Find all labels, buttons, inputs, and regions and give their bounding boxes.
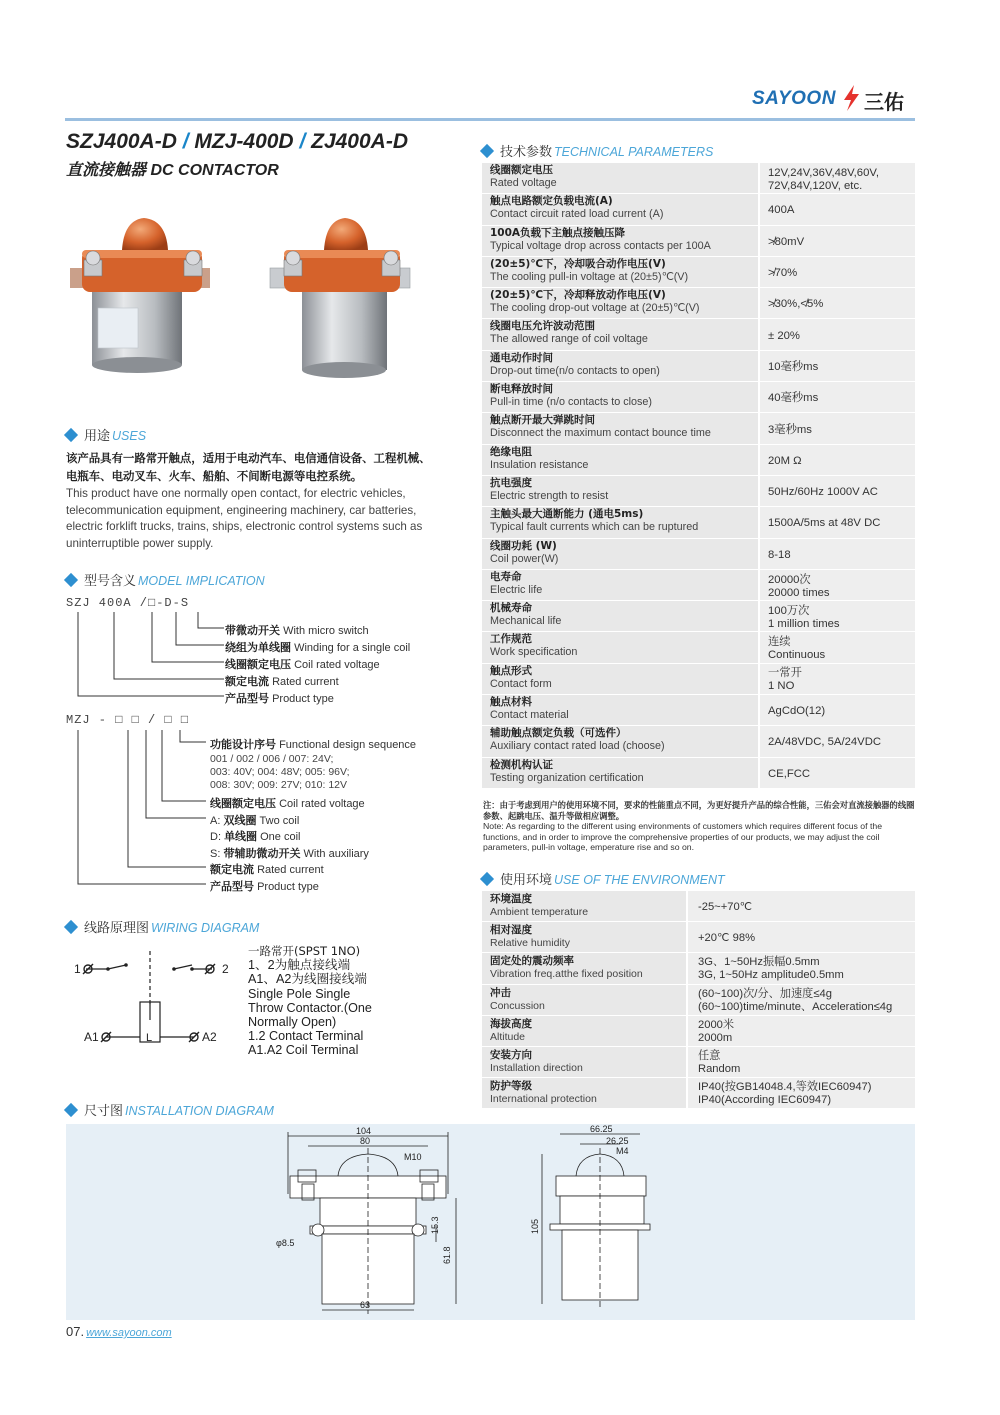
tech-row (482, 539, 915, 570)
param-value-line: 连续 (768, 636, 791, 649)
param-name-cn: 环境温度 (490, 893, 532, 905)
tech-row (482, 664, 915, 695)
param-name-en: Electric strength to resist (490, 489, 609, 502)
footer (66, 1324, 172, 1339)
param-name-en: Contact material (490, 709, 569, 722)
param-name-cn: 触点形式 (490, 664, 532, 677)
param-name (482, 922, 686, 953)
mzj-item: A: 双线圈 Two coil (210, 814, 300, 827)
tech-row (482, 632, 915, 663)
param-value-line: +20℃ 98% (698, 931, 756, 944)
subtitle-cn: 直流接触器 (66, 162, 147, 179)
param-value (760, 194, 915, 225)
param-name (482, 664, 758, 695)
side-view (542, 1134, 650, 1310)
param-value (760, 163, 915, 194)
szj-code: SZJ 400A /□-D-S (66, 596, 190, 610)
param-value-line: 3毫秒ms (768, 423, 812, 436)
param-name-en: Auxiliary contact rated load (choose) (490, 740, 665, 753)
param-name (482, 507, 758, 538)
mzj-item: D: 单线圈 One coil (210, 830, 301, 843)
param-name-en: Typical fault currents which can be ruptured (490, 521, 699, 534)
dim-label: M10 (404, 1152, 422, 1162)
param-name-en: Ambient temperature (490, 906, 589, 918)
wire-label-a2: A2 (202, 1030, 217, 1044)
param-name (482, 226, 758, 257)
param-value-line: 40毫秒ms (768, 392, 819, 405)
param-name (482, 194, 758, 225)
param-value (760, 382, 915, 413)
param-value-line: AgCdO(12) (768, 705, 826, 718)
tech-row (482, 726, 915, 757)
param-value-line: 2000m (698, 1031, 733, 1044)
dim-label: 80 (360, 1136, 371, 1146)
szj-item: 线圈额定电压 Coil rated voltage (225, 658, 380, 671)
env-row (482, 1078, 915, 1109)
diamond-icon (64, 573, 78, 587)
param-name (482, 445, 758, 476)
param-name (482, 319, 758, 350)
param-value (760, 601, 915, 632)
param-value-line: 1 NO (768, 680, 795, 693)
param-name-cn: (20±5)℃下，冷却吸合动作电压(V) (490, 257, 666, 270)
param-name (482, 476, 758, 507)
env-row (482, 1047, 915, 1078)
param-name-en: Rated voltage (490, 177, 557, 189)
param-name-cn: 防护等级 (490, 1080, 532, 1093)
param-value-line: 72V,84V,120V, etc. (768, 179, 863, 192)
page-title (66, 130, 408, 154)
szj-item: 带微动开关 With micro switch (225, 624, 369, 637)
param-value (688, 1047, 915, 1078)
note-en: Note: As regarding to the different using environments of customers which requires different focus of the functions, and in order to improve the comprehensive properties of our products, we may adjust the coil parameters, pull-in voltage, emperature rise and so on. (483, 821, 883, 852)
param-name (482, 953, 686, 984)
param-name-en: Typical voltage drop across contacts per 100A (490, 239, 711, 252)
param-value-line: 2A/48VDC, 5A/24VDC (768, 736, 882, 749)
wiring-diagram (66, 945, 246, 1055)
param-value-line: CE,FCC (768, 767, 811, 780)
subtitle-en: DC CONTACTOR (150, 162, 279, 179)
param-value (760, 695, 915, 726)
param-name (482, 695, 758, 726)
tech-row (482, 758, 915, 789)
param-name-en: Altitude (490, 1030, 526, 1043)
wiring-header: 线路原理图 WIRING DIAGRAM (66, 917, 259, 936)
param-value-line: 一常开 (768, 667, 802, 680)
mzj-seq-line: 003: 40V; 004: 48V; 005: 96V; (210, 766, 350, 778)
param-value (760, 413, 915, 444)
env-row (482, 922, 915, 953)
param-name-cn: 断电释放时间 (490, 383, 553, 396)
dim-label: φ8.5 (276, 1238, 295, 1248)
tech-row (482, 601, 915, 632)
tech-row (482, 570, 915, 601)
model-1: SZJ400A-D (66, 130, 177, 153)
param-value (760, 570, 915, 601)
param-name-cn: 安装方向 (490, 1048, 532, 1061)
param-value-line: 3G、1~50Hz振幅0.5mm (698, 956, 820, 969)
product-photos (62, 200, 452, 400)
tech-row (482, 226, 915, 257)
param-value-line: IP40(According IEC60947) (698, 1094, 832, 1107)
param-value-line: 400A (768, 204, 795, 217)
param-name-cn: 电寿命 (490, 570, 522, 583)
param-name-cn: 相对湿度 (490, 924, 532, 937)
param-value (760, 319, 915, 350)
tech-row (482, 413, 915, 444)
param-name-en: Disconnect the maximum contact bounce time (490, 427, 711, 440)
env-table (482, 891, 915, 1109)
param-name-en: Pull-in time (n/o contacts to close) (490, 396, 653, 409)
dim-label: 26.25 (606, 1136, 629, 1146)
param-value (760, 288, 915, 319)
tech-row (482, 288, 915, 319)
dim-label: 105 (530, 1218, 540, 1234)
mzj-func: 功能设计序号 Functional design sequence (210, 738, 417, 751)
param-name-cn: 触点断开最大弹跳时间 (490, 414, 595, 427)
env-row (482, 953, 915, 984)
param-value (760, 758, 915, 789)
param-value-line: 1 million times (768, 617, 840, 630)
param-name-cn: 固定处的震动频率 (490, 955, 574, 968)
mzj-item: 额定电流 Rated current (210, 863, 324, 876)
param-name-en: Mechanical life (490, 615, 562, 628)
tech-row (482, 507, 915, 538)
tech-row (482, 445, 915, 476)
brand-logo: SAYOON (752, 88, 836, 109)
wiring-description: 一路常开(SPST 1NO) 1、2为触点接线端 A1、A2为线圈接线端 Single Pole Single Throw Contactor.(One Normally Open) 1.2 Contact Terminal A1.A2 Coil Terminal (248, 944, 372, 1058)
param-name-en: The allowed range of coil voltage (490, 333, 648, 346)
param-value (760, 226, 915, 257)
param-value (760, 632, 915, 663)
param-value (760, 664, 915, 695)
tech-row (482, 476, 915, 507)
diamond-icon (480, 144, 494, 158)
install-header: 尺寸图 INSTALLATION DIAGRAM (66, 1100, 274, 1119)
dim-label: 63 (360, 1300, 371, 1310)
brand-cn-name: 三佑 (864, 90, 904, 114)
szj-leader-lines (66, 610, 226, 705)
param-name (482, 539, 758, 570)
product-photo-1 (70, 218, 210, 373)
param-value (688, 953, 915, 984)
mzj-item: 线圈额定电压 Coil rated voltage (210, 797, 365, 810)
param-value-line: 20000 times (768, 586, 830, 599)
wire-label-1: 1 (74, 962, 81, 976)
tech-header: 技术参数 TECHNICAL PARAMETERS (482, 141, 713, 160)
param-name (482, 1016, 686, 1047)
tech-row (482, 257, 915, 288)
param-name (482, 257, 758, 288)
mzj-item: S: 带辅助微动开关 With auxiliary (210, 847, 369, 860)
param-name (482, 601, 758, 632)
param-name-cn: 线圈额定电压 (490, 164, 553, 176)
param-name-en: Installation direction (490, 1061, 583, 1074)
param-value (760, 476, 915, 507)
header-rule (65, 118, 915, 121)
param-value (760, 351, 915, 382)
tech-row (482, 319, 915, 350)
param-name-en: Insulation resistance (490, 458, 589, 471)
param-value (688, 1016, 915, 1047)
param-name-cn: 辅助触点额定负载（可选件） (490, 727, 627, 740)
mzj-seq-line: 008: 30V; 009: 27V; 010: 12V (210, 779, 347, 791)
title-sep: / (293, 130, 312, 153)
param-name-en: Electric life (490, 583, 543, 596)
installation-drawing (260, 1124, 680, 1320)
param-value (760, 257, 915, 288)
param-name-en: Concussion (490, 999, 545, 1012)
mzj-code: MZJ - □ □ / □ □ (66, 713, 190, 727)
uses-header: 用途 USES (66, 425, 146, 444)
param-value-line: 20M Ω (768, 454, 802, 467)
model-2: MZJ-400D (194, 130, 294, 153)
param-name-en: Work specification (490, 646, 578, 659)
website-link[interactable]: www.sayoon.com (86, 1327, 172, 1339)
param-value-line: (60~100)次/分、加速度≤4g (698, 987, 832, 1000)
param-value-line: 12V,24V,36V,48V,60V, (768, 166, 880, 179)
param-value-line: ± 20% (768, 329, 800, 342)
product-photo-2 (270, 218, 410, 378)
param-name-cn: 海拔高度 (490, 1017, 532, 1030)
param-name (482, 382, 758, 413)
param-name (482, 351, 758, 382)
param-value (688, 985, 915, 1016)
uses-text-en: This product have one normally open contact, for electric vehicles, telecommunication equipment, engineering machinery, car batteries, electric forklift trucks, trains, ships, electronic control systems such as uninterruptible power supply. (66, 487, 423, 550)
param-name (482, 570, 758, 601)
param-name-cn: 线圈功耗 (W) (490, 539, 557, 552)
param-name (482, 632, 758, 663)
param-name-cn: 主触头最大通断能力 (通电5ms) (490, 508, 644, 521)
diamond-icon (64, 920, 78, 934)
param-name (482, 726, 758, 757)
param-name-en: Testing organization certification (490, 771, 644, 784)
param-value-line: Continuous (768, 649, 826, 662)
param-name-cn: (20±5)℃下，冷却释放动作电压(V) (490, 289, 666, 302)
param-value-line: 50Hz/60Hz 1000V AC (768, 486, 878, 499)
dim-label: M4 (616, 1146, 629, 1156)
param-value (688, 922, 915, 953)
param-name-cn: 机械寿命 (490, 602, 532, 615)
tech-row (482, 194, 915, 225)
mzj-item: 产品型号 Product type (210, 880, 319, 893)
param-name-en: Drop-out time(n/o contacts to open) (490, 364, 660, 377)
page-subtitle (66, 157, 279, 180)
param-name-cn: 工作规范 (490, 633, 532, 646)
param-value-line: ≯70% (768, 267, 798, 280)
env-row (482, 891, 915, 922)
param-name-cn: 抗电强度 (490, 476, 532, 489)
param-name-en: The cooling pull-in voltage at (20±5)℃(V) (490, 270, 689, 283)
szj-item: 绕组为单线圈 Winding for a single coil (225, 641, 411, 654)
dim-label: 15.3 (430, 1216, 440, 1234)
param-value-line: 100万次 (768, 604, 810, 617)
mzj-seq-line: 001 / 002 / 006 / 007: 24V; (210, 753, 334, 765)
param-value-line: 任意 (698, 1050, 721, 1063)
tech-row (482, 351, 915, 382)
dim-label: 61.8 (442, 1246, 452, 1264)
param-value (688, 891, 915, 922)
uses-text-cn: 该产品具有一路常开触点，适用于电动汽车、电信通信设备、工程机械、电瓶车、电动叉车、火车、船舶、不间断电源等电控系统。 (66, 451, 431, 483)
diamond-icon (64, 428, 78, 442)
param-name-cn: 100A负载下主触点接触压降 (490, 226, 626, 239)
param-name-en: Coil power(W) (490, 552, 559, 565)
param-name (482, 891, 686, 922)
title-sep: / (176, 130, 195, 153)
tech-table (482, 163, 915, 789)
param-name-cn: 冲击 (490, 986, 511, 999)
param-name-en: The cooling drop-out voltage at (20±5)℃(V) (490, 302, 700, 315)
env-row (482, 1016, 915, 1047)
diamond-icon (480, 872, 494, 886)
param-value-line: 8-18 (768, 548, 791, 561)
param-value (760, 507, 915, 538)
model-3: ZJ400A-D (311, 130, 408, 153)
param-value (760, 726, 915, 757)
param-name-en: Relative humidity (490, 937, 570, 950)
wire-label-2: 2 (222, 962, 229, 976)
param-value (688, 1078, 915, 1109)
param-value-line: IP40(按GB14048.4,等效IEC60947) (698, 1081, 872, 1094)
page-number: 07. (66, 1324, 85, 1339)
param-name (482, 1047, 686, 1078)
model-header: 型号含义 MODEL IMPLICATION (66, 570, 265, 589)
param-name-en: Vibration freq.atthe fixed position (490, 968, 643, 981)
env-header: 使用环境 USE OF THE ENVIRONMENT (482, 869, 725, 888)
terminal-icon (83, 964, 215, 1042)
param-name-cn: 检测机构认证 (490, 758, 553, 771)
szj-item: 额定电流 Rated current (225, 675, 339, 688)
param-value-line: -25~+70℃ (698, 900, 753, 913)
param-name-cn: 线圈电压允许波动范围 (490, 320, 595, 333)
param-name-cn: 通电动作时间 (490, 351, 553, 364)
param-value-line: 3G, 1~50Hz amplitude0.5mm (698, 969, 844, 982)
param-value-line: 1500A/5ms at 48V DC (768, 517, 881, 530)
param-name (482, 163, 758, 194)
szj-item: 产品型号 Product type (225, 692, 334, 705)
param-name (482, 413, 758, 444)
param-name (482, 288, 758, 319)
tech-row (482, 695, 915, 726)
param-name (482, 985, 686, 1016)
coil-label: L (146, 1032, 153, 1044)
param-value-line: Random (698, 1063, 741, 1076)
param-name (482, 1078, 686, 1109)
wire-label-a1: A1 (84, 1030, 99, 1044)
tech-row (482, 382, 915, 413)
param-value-line: ≯30%,≮5% (768, 298, 824, 311)
param-name (482, 758, 758, 789)
mzj-leader-lines (66, 728, 216, 890)
param-value (760, 445, 915, 476)
dim-label: 104 (356, 1126, 372, 1136)
param-value-line: (60~100)time/minute、Acceleration≤4g (698, 1000, 893, 1013)
env-row (482, 985, 915, 1016)
param-value-line: 2000米 (698, 1018, 735, 1031)
dim-label: 66.25 (590, 1124, 613, 1134)
param-name-cn: 触点材料 (490, 696, 532, 709)
param-name-en: International protection (490, 1093, 597, 1106)
param-value-line: 10毫秒ms (768, 360, 819, 373)
param-name-en: Contact form (490, 677, 552, 690)
param-name-cn: 触点电路额定负载电流(A) (490, 195, 613, 208)
param-name-cn: 绝缘电阻 (490, 445, 532, 458)
param-value-line: 20000次 (768, 573, 811, 586)
param-value (760, 539, 915, 570)
tech-note (483, 800, 916, 853)
note-cn: 注：由于考虑到用户的使用环境不同，要求的性能重点不同，为更好提升产品的综合性能，三佑会对直流接触器的线圈参数、起跳电压、温升等做相应调整。 (483, 800, 915, 821)
param-value-line: ≯80mV (768, 235, 805, 248)
logo-bolt-icon (840, 84, 862, 112)
param-name-en: Contact circuit rated load current (A) (490, 208, 664, 221)
diamond-icon (64, 1103, 78, 1117)
tech-row (482, 163, 915, 194)
